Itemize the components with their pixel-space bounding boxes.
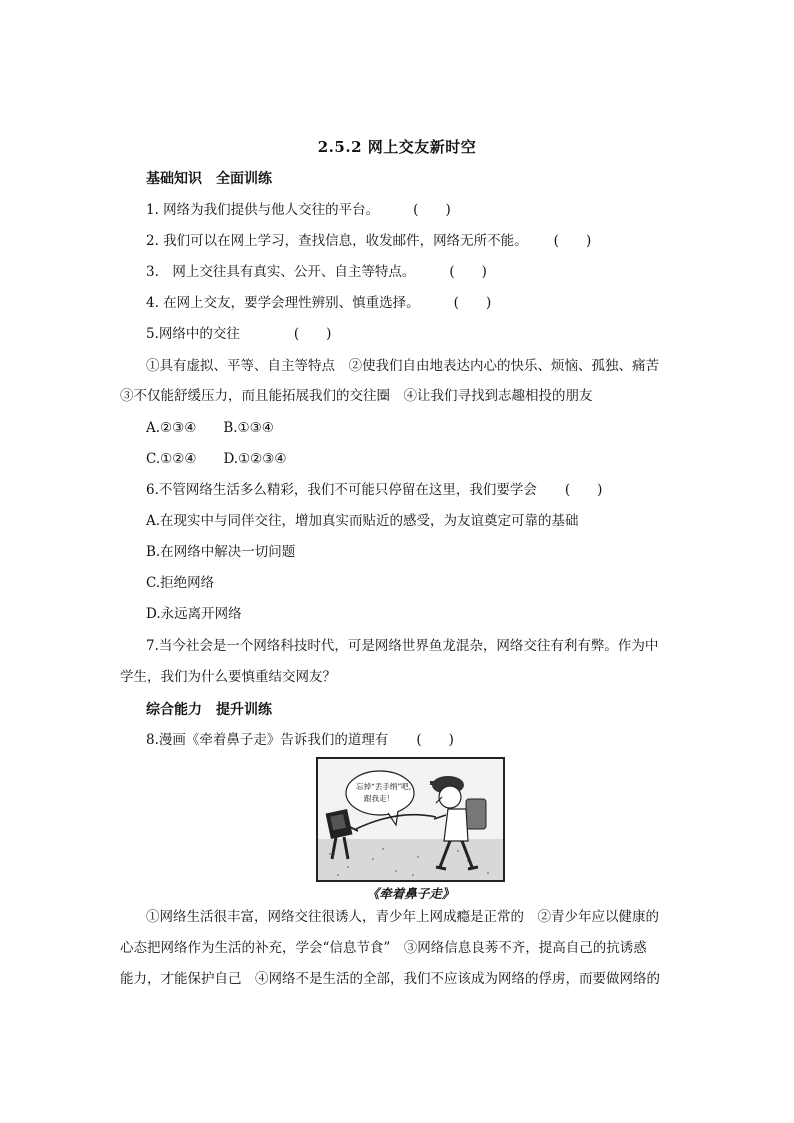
cartoon-illustration bbox=[316, 757, 505, 882]
answer-paren: ( ) bbox=[416, 732, 454, 748]
question-2-text: 2. 我们可以在网上学习，查找信息，收发邮件，网络无所不能。 bbox=[146, 233, 528, 249]
answer-paren: ( ) bbox=[449, 264, 487, 280]
speech-bubble-line-2: 跟我走！ bbox=[364, 794, 394, 803]
cartoon-caption: 《牵着鼻子走》 bbox=[366, 886, 455, 901]
question-5-options-ab: A.②③④ B.①③④ bbox=[146, 420, 274, 436]
section-heading-advanced: 综合能力 提升训练 bbox=[146, 702, 272, 718]
question-6-option-a: A.在现实中与同伴交往，增加真实而贴近的感受，为友谊奠定可靠的基础 bbox=[146, 513, 579, 529]
question-6-option-b: B.在网络中解决一切问题 bbox=[146, 544, 296, 560]
question-5-options-cd: C.①②④ D.①②③④ bbox=[146, 451, 287, 467]
question-3-text: 3. 网上交往具有真实、公开、自主等特点。 bbox=[146, 264, 416, 280]
answer-paren: ( ) bbox=[553, 233, 592, 249]
question-8 bbox=[146, 730, 454, 750]
question-4-text: 4. 在网上交友，要学会理性辨别、慎重选择。 bbox=[146, 295, 420, 311]
question-7-line-2: 学生，我们为什么要慎重结交网友？ bbox=[120, 669, 336, 685]
question-6-text: 6.不管网络生活多么精彩，我们不可能只停留在这里，我们要学会 bbox=[146, 482, 537, 498]
question-6 bbox=[146, 480, 602, 500]
question-5-text: 5.网络中的交往 bbox=[146, 326, 240, 342]
question-8-statements-1: ①网络生活很丰富，网络交往很诱人，青少年上网成瘾是正常的 ②青少年应以健康的 bbox=[146, 909, 659, 925]
cartoon-drawing bbox=[318, 759, 503, 880]
question-5-statements-2: ③不仅能舒缓压力，而且能拓展我们的交往圈 ④让我们寻找到志趣相投的朋友 bbox=[120, 388, 593, 404]
question-2 bbox=[146, 231, 591, 251]
question-8-statements-3: 能力，才能保护自己 ④网络不是生活的全部，我们不应该成为网络的俘虏，而要做网络的 bbox=[120, 971, 660, 987]
question-6-option-c: C.拒绝网络 bbox=[146, 575, 215, 591]
question-5 bbox=[146, 324, 331, 344]
answer-paren: ( ) bbox=[564, 482, 603, 498]
question-1-text: 1. 网络为我们提供与他人交往的平台。 bbox=[146, 202, 380, 218]
question-8-statements-2: 心态把网络作为生活的补充，学会“信息节食” ③网络信息良莠不齐，提高自己的抗诱惑 bbox=[120, 940, 647, 956]
section-heading-basic: 基础知识 全面训练 bbox=[146, 171, 272, 187]
question-5-statements-1: ①具有虚拟、平等、自主等特点 ②使我们自由地表达内心的快乐、烦恼、孤独、痛苦 bbox=[146, 358, 659, 374]
speech-bubble-line-1: 忘掉“丢手绢”吧， bbox=[356, 782, 417, 791]
question-1 bbox=[146, 200, 451, 220]
question-8-text: 8.漫画《牵着鼻子走》告诉我们的道理有 bbox=[146, 732, 389, 748]
answer-paren: ( ) bbox=[293, 326, 332, 342]
page-title: 2.5.2 网上交友新时空 bbox=[317, 138, 477, 156]
answer-paren: ( ) bbox=[453, 295, 492, 311]
answer-paren: ( ) bbox=[413, 202, 451, 218]
question-4 bbox=[146, 293, 491, 313]
question-3 bbox=[146, 262, 487, 282]
question-6-option-d: D.永远离开网络 bbox=[146, 606, 242, 622]
question-7-line-1: 7.当今社会是一个网络科技时代，可是网络世界鱼龙混杂，网络交往有利有弊。作为中 bbox=[146, 638, 659, 654]
